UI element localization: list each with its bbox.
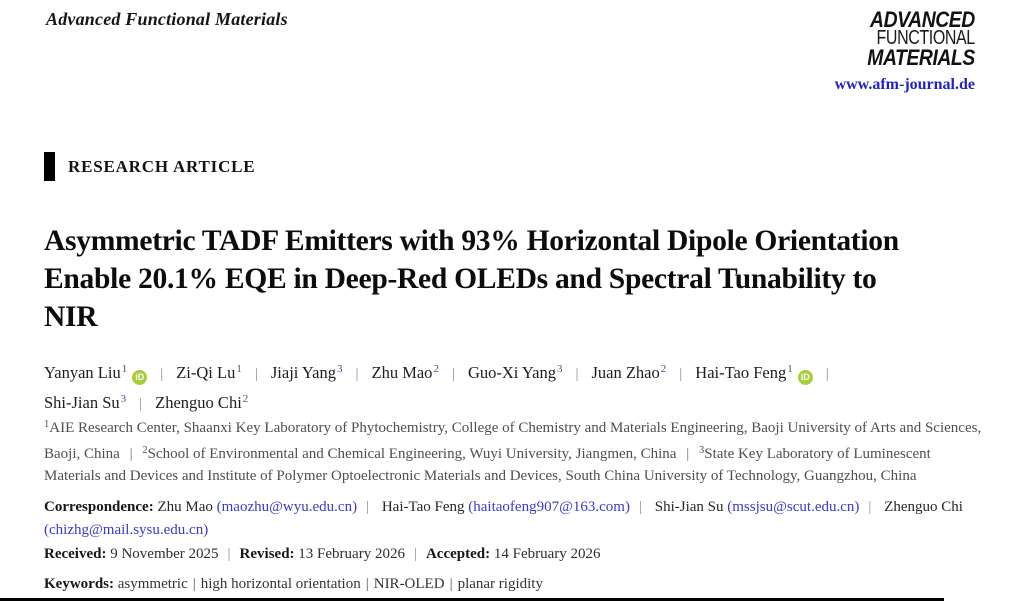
author-name: Guo-Xi Yang [467, 363, 556, 382]
journal-logo [852, 7, 975, 70]
author-name: Jiaji Yang [270, 363, 336, 382]
affiliation-text: School of Environmental and Chemical Engineering, Wuyi University, Jiangmen, China [147, 445, 677, 462]
author-separator: | [254, 366, 258, 382]
page-bottom-rule [0, 598, 944, 601]
section-heading [44, 152, 255, 181]
date-label: Accepted: [425, 546, 494, 562]
orcid-icon[interactable]: iD [132, 370, 147, 385]
author-name: Hai-Tao Feng [695, 363, 787, 382]
affiliation-separator: | [125, 445, 137, 462]
date-label: Received: [44, 546, 111, 562]
author-hai-tao-feng [695, 363, 812, 382]
author-name: Yanyan Liu [44, 363, 121, 382]
date-received [44, 546, 219, 562]
author-affiliation-superscript: 2 [660, 363, 667, 375]
correspondence-separator: | [366, 499, 370, 515]
affiliation-2 [142, 446, 676, 462]
keywords-label: Keywords: [44, 576, 114, 592]
author-separator: | [451, 366, 455, 382]
keyword-separator: | [192, 576, 196, 592]
author-affiliation-superscript: 1 [787, 363, 793, 375]
author-separator: | [160, 366, 164, 382]
author-name: Juan Zhao [591, 363, 660, 382]
affiliation-number: 1 [44, 419, 50, 430]
author-name: Shi-Jian Su [44, 393, 120, 412]
affiliation-separator: | [682, 445, 693, 462]
journal-name: Advanced Functional Materials [46, 9, 288, 29]
date-value: 14 February 2026 [493, 546, 601, 562]
keyword-separator: | [449, 576, 453, 592]
author-affiliation-superscript: 3 [336, 363, 343, 375]
date-value: 13 February 2026 [298, 546, 405, 562]
author-shi-jian-su [44, 393, 126, 412]
affiliation-number: 3 [698, 444, 705, 456]
date-accepted [426, 546, 601, 562]
author-juan-zhao [591, 363, 666, 382]
author-affiliation-superscript: 2 [433, 363, 439, 375]
author-separator: | [139, 396, 143, 412]
author-name: Zi-Qi Lu [176, 363, 236, 382]
correspondence-separator: | [868, 499, 872, 515]
author-affiliation-superscript: 3 [120, 393, 127, 405]
keywords [44, 576, 543, 593]
logo-line-materials: MATERIALS [867, 45, 975, 70]
affiliation-text: AIE Research Center, Shaanxi Key Laboratory of Phytochemistry, College of Chemistry and Materials Engineering, Baoji University of Arts and Sciences, Baoji, China [44, 420, 982, 462]
keyword-separator: | [365, 576, 369, 592]
keyword: NIR-OLED [373, 576, 445, 592]
logo-line-functional: FUNCTIONAL [876, 27, 975, 49]
correspondence [44, 496, 990, 541]
author-zhu-mao [371, 363, 438, 382]
author-zi-qi-lu [176, 363, 242, 382]
author-name: Zhu Mao [371, 363, 433, 382]
correspondence-email-link[interactable]: (maozhu@wyu.edu.cn) [216, 499, 358, 515]
author-affiliation-superscript: 1 [236, 363, 242, 375]
affiliation-number: 2 [142, 444, 148, 456]
author-name: Zhenguo Chi [155, 393, 242, 412]
author-jiaji-yang [271, 363, 343, 382]
keyword: asymmetric [117, 576, 188, 592]
author-affiliation-superscript: 1 [121, 363, 128, 375]
journal-website-link[interactable]: www.afm-journal.de [834, 76, 975, 93]
correspondence-email-link[interactable]: (mssjsu@scut.edu.cn) [727, 499, 860, 515]
keyword: planar rigidity [457, 576, 543, 592]
author-yanyan-liu [44, 363, 147, 382]
date-value: 9 November 2025 [110, 546, 219, 562]
author-separator: | [825, 366, 829, 382]
author-separator: | [679, 366, 683, 382]
date-separator: | [227, 546, 231, 562]
author-separator: | [575, 366, 579, 382]
author-list [44, 357, 954, 417]
date-label: Revised: [239, 546, 299, 562]
section-label: RESEARCH ARTICLE [68, 156, 256, 176]
section-heading-bar [44, 152, 55, 181]
author-affiliation-superscript: 3 [556, 363, 563, 375]
orcid-icon[interactable]: iD [798, 370, 813, 385]
affiliation-text: State Key Laboratory of Luminescent Materials and Devices and Institute of Polymer Optoelectronic Materials and Devices, South China University of Technology, Guangzhou, China [44, 445, 931, 484]
keyword: high horizontal orientation [200, 576, 361, 592]
correspondence-separator: | [638, 499, 642, 515]
date-separator: | [413, 546, 417, 562]
date-revised [240, 546, 405, 562]
affiliation-list [44, 414, 990, 488]
correspondence-label: Correspondence: [44, 499, 154, 515]
article-title: Asymmetric TADF Emitters with 93% Horizontal Dipole Orientation Enable 20.1% EQE in Deep-Red OLEDs and Spectral Tunability to NIR [44, 224, 899, 333]
correspondence-contacts: Zhu Mao (maozhu@wyu.edu.cn) | Hai-Tao Feng (haitaofeng907@163.com) | Shi-Jian Su (mssjsu@scut.edu.cn) | Zhenguo Chi (chizhg@mail.sysu.edu.cn) [44, 499, 963, 538]
author-zhenguo-chi [155, 393, 248, 412]
keyword-items [118, 576, 543, 592]
correspondence-email-link[interactable]: (chizhg@mail.sysu.edu.cn) [44, 521, 209, 538]
correspondence-email-link[interactable]: (haitaofeng907@163.com) [468, 499, 630, 515]
logo-line-advanced: ADVANCED [870, 7, 975, 32]
article-dates [44, 546, 601, 563]
author-affiliation-superscript: 2 [242, 393, 249, 405]
author-separator: | [355, 366, 359, 382]
author-guo-xi-yang [468, 363, 563, 382]
